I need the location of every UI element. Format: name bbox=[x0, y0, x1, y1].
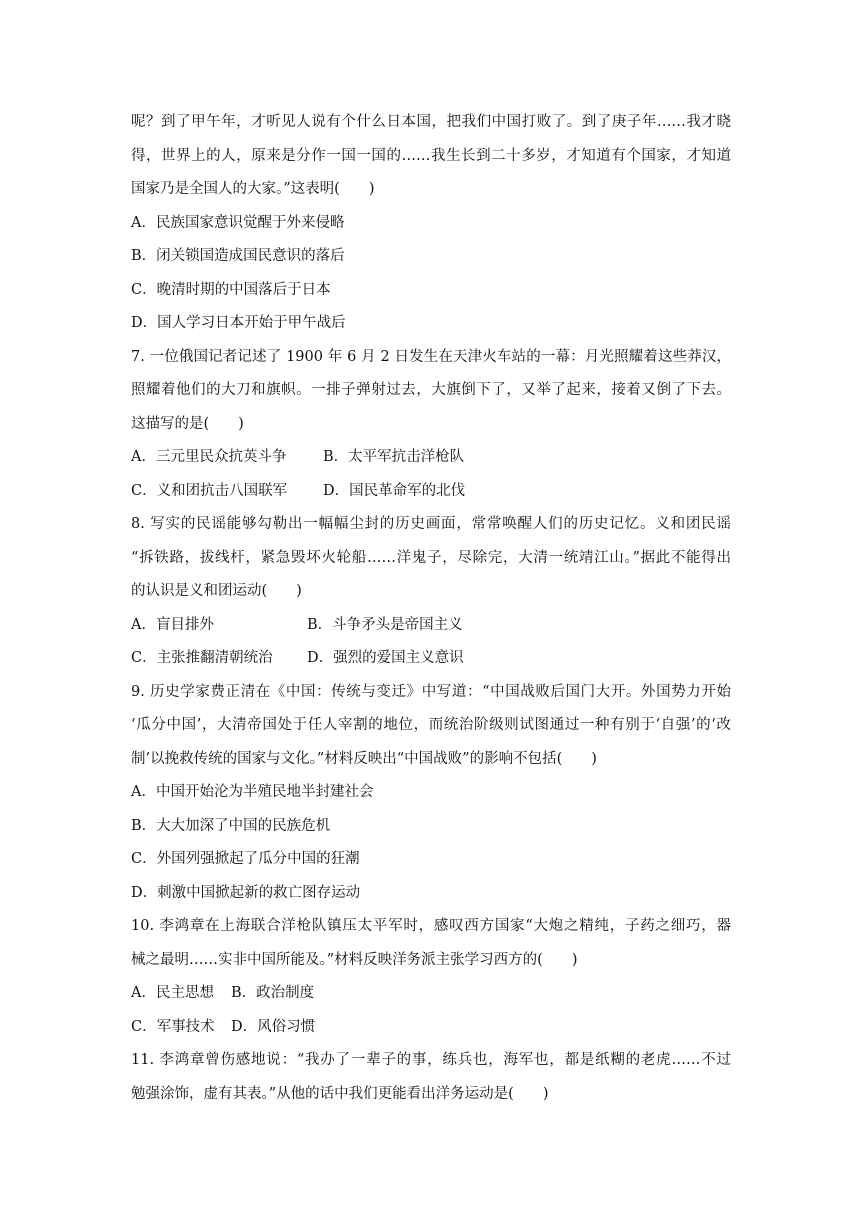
question-6-option-b: B．闭关锁国造成国民意识的落后 bbox=[131, 248, 345, 264]
question-8-stem-line-2: “拆铁路，拔线杆，紧急毁坏火轮船……洋鬼子，尽除完，大清一统靖江山。”据此不能得出 bbox=[131, 549, 731, 566]
question-10-options-row-2 bbox=[131, 1011, 731, 1045]
question-9-stem-line-3: 制’以挽救传统的国家与文化。”材料反映出“中国战败”的影响不包括( ) bbox=[131, 750, 597, 767]
question-9-stem-line-2: ‘瓜分中国’，大清帝国处于任人宰割的地位，而统治阶级则试图通过一种有别于‘自强’的‘改 bbox=[131, 717, 731, 733]
question-9-option-d: D．刺激中国掀起新的救亡图存运动 bbox=[131, 884, 361, 901]
question-7-options-row-2 bbox=[131, 475, 731, 509]
question-10-stem-line-1: 10. 李鸿章在上海联合洋枪队镇压太平军时，感叹西方国家“大炮之精纯，子药之细巧，器 bbox=[131, 918, 731, 934]
question-8-stem-line-3: 的认识是义和团运动( ) bbox=[131, 583, 302, 599]
question-8-options-row-2 bbox=[131, 642, 731, 676]
question-7 bbox=[131, 341, 731, 509]
question-10 bbox=[131, 910, 731, 1044]
question-9-option-b: B．大大加深了中国的民族危机 bbox=[131, 817, 331, 834]
question-9 bbox=[131, 676, 731, 911]
question-10-option-c: C．军事技术 bbox=[131, 1018, 215, 1035]
question-6-stem-line-2: 得，世界上的人，原来是分作一国一国的……我生长到二十多岁，才知道有个国家，才知道 bbox=[131, 147, 731, 164]
question-10-option-b: B．政治制度 bbox=[231, 985, 315, 1001]
question-8-option-d: D．强烈的爱国主义意识 bbox=[307, 650, 464, 666]
question-10-stem-line-2: 械之最明……实非中国所能及。”材料反映洋务派主张学习西方的( ) bbox=[131, 951, 578, 968]
question-8 bbox=[131, 508, 731, 676]
question-6-tail bbox=[131, 106, 731, 341]
question-list bbox=[131, 106, 731, 1111]
question-8-option-c: C．主张推翻清朝统治 bbox=[131, 650, 273, 666]
question-7-option-a: A．三元里民众抗英斗争 bbox=[131, 449, 287, 465]
question-6-option-a: A．民族国家意识觉醒于外来侵略 bbox=[131, 214, 345, 231]
question-6-stem-line-3: 国家乃是全国人的大家。”这表明( ) bbox=[131, 181, 375, 197]
question-7-stem-line-3: 这描写的是( ) bbox=[131, 415, 244, 432]
question-6-option-c: C．晚清时期的中国落后于日本 bbox=[131, 281, 331, 298]
question-11-stem-line-1: 11. 李鸿章曾伤感地说：“我办了一辈子的事，练兵也，海军也，都是纸糊的老虎……不过 bbox=[131, 1052, 731, 1068]
question-10-option-a: A．民主思想 bbox=[131, 985, 214, 1001]
question-9-stem-line-1: 9. 历史学家费正清在《中国：传统与变迁》中写道：“中国战败后国门大开。外国势力开始 bbox=[131, 683, 731, 700]
question-7-option-d: D．国民革命军的北伐 bbox=[323, 482, 466, 499]
question-7-option-c: C．义和团抗击八国联军 bbox=[131, 482, 288, 499]
question-8-option-a: A．盲目排外 bbox=[131, 616, 214, 633]
question-7-stem-line-1: 7. 一位俄国记者记述了 1900 年 6 月 2 日发生在天津火车站的一幕：月光照耀着这些莽汉， bbox=[131, 348, 731, 365]
question-9-option-a: A．中国开始沦为半殖民地半封建社会 bbox=[131, 784, 374, 800]
question-8-options-row-1 bbox=[131, 609, 731, 643]
question-8-stem-line-1: 8. 写实的民谣能够勾勒出一幅幅尘封的历史画面，常常唤醒人们的历史记忆。义和团民谣 bbox=[131, 516, 731, 532]
question-10-options-row-1 bbox=[131, 977, 731, 1011]
question-7-option-b: B．太平军抗击洋枪队 bbox=[323, 449, 465, 465]
question-9-option-c: C．外国列强掀起了瓜分中国的狂潮 bbox=[131, 851, 360, 867]
question-6-stem-line-1: 呢？到了甲午年，才听见人说有个什么日本国，把我们中国打败了。到了庚子年……我才晓 bbox=[131, 114, 731, 130]
question-11-stem-line-2: 勉强涂饰，虚有其表。”从他的话中我们更能看出洋务运动是( ) bbox=[131, 1085, 549, 1102]
question-7-stem-line-2: 照耀着他们的大刀和旗帜。一排子弹射过去，大旗倒下了，又举了起来，接着又倒了下去。 bbox=[131, 382, 731, 398]
question-11 bbox=[131, 1044, 731, 1111]
question-7-options-row-1 bbox=[131, 441, 731, 475]
question-8-option-b: B．斗争矛头是帝国主义 bbox=[307, 616, 463, 633]
question-10-option-d: D．风俗习惯 bbox=[231, 1018, 316, 1035]
question-6-option-d: D．国人学习日本开始于甲午战后 bbox=[131, 315, 346, 331]
